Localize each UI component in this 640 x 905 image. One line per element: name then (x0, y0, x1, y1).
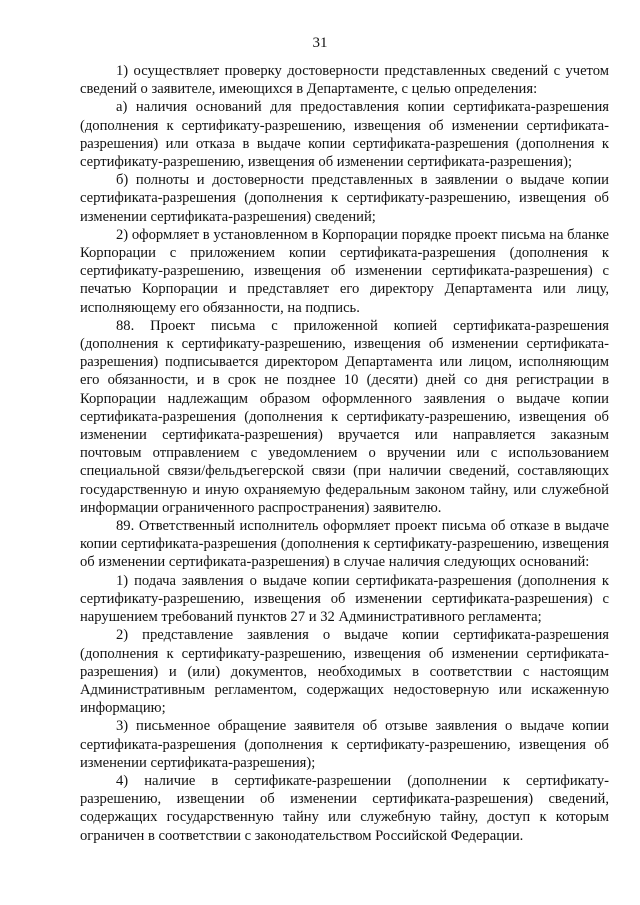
paragraph-section-88: 88. Проект письма с приложенной копией сертификата-разрешения (дополнения к сертификату-разрешению, извещения об изменении сертификата-разрешения) подписывается директором Департамента или лицом, исполняющим его обязанности, и в срок не позднее 10 (десяти) дней со дня регистрации в Корпорации надлежащим образом оформленного заявления о выдаче копии сертификата-разрешения (дополнения к сертификату-разрешению, извещения об изменении сертификата-разрешения) вручается или направляется заказным почтовым отправлением с уведомлением о вручении или с использованием специальной связи/фельдъегерской связи (при наличии сведений, составляющих государственную и иную охраняемую федеральным законом тайну, или служебной информации ограниченного распространения) заявителю. (80, 317, 609, 516)
paragraph-refusal-ground-4: 4) наличие в сертификате-разрешении (дополнении к сертификату-разрешению, извещении об изменении сертификата-разрешения) сведений, содержащих государственную тайну или служебную тайну, доступ к которым ограничен в соответствии с законодательством Российской Федерации. (80, 772, 609, 844)
paragraph-check-accuracy: 1) осуществляет проверку достоверности представленных сведений с учетом сведений о заявителе, имеющихся в Департаменте, с целью определения: (80, 63, 609, 98)
paragraph-completeness: б) полноты и достоверности представленных в заявлении о выдаче копии сертификата-разрешения (дополнения к сертификату-разрешению, извещения об изменении сертификата-разрешения) сведений; (80, 172, 609, 225)
paragraph-refusal-ground-3: 3) письменное обращение заявителя об отзыве заявления о выдаче копии сертификата-разрешения (дополнения к сертификату-разрешению, извещения об изменении сертификата-разрешения); (80, 718, 609, 771)
paragraph-grounds-for-copy: а) наличия оснований для предоставления копии сертификата-разрешения (дополнения к сертификату-разрешению, извещения об изменении сертификата-разрешения) или отказа в выдаче копии сертификата-разрешения (дополнения к сертификату-разрешению, извещения об изменении сертификата-разрешения); (80, 99, 609, 171)
paragraph-refusal-ground-1: 1) подача заявления о выдаче копии сертификата-разрешения (дополнения к сертификату-разрешению, извещения об изменении сертификата-разрешения) с нарушением требований пунктов 27 и 32 Административного регламента; (80, 572, 609, 626)
paragraph-refusal-ground-2: 2) представление заявления о выдаче копии сертификата-разрешения (дополнения к сертификату-разрешению, извещения об изменении сертификата-разрешения) и (или) документов, необходимых в соответствии с настоящим Административным регламентом, содержащих недостоверную или искаженную информацию; (80, 627, 609, 717)
paragraph-draft-letter: 2) оформляет в установленном в Корпорации порядке проект письма на бланке Корпорации с приложением копии сертификата-разрешения (дополнения к сертификату-разрешению, извещения об изменении сертификата-разрешения) с печатью Корпорации и представляет его директору Департамента или лицу, исполняющему его обязанности, на подпись. (80, 226, 609, 316)
document-body (80, 62, 609, 845)
paragraph-section-89: 89. Ответственный исполнитель оформляет проект письма об отказе в выдаче копии сертификата-разрешения (дополнения к сертификату-разрешению, извещения об изменении сертификата-разрешения) в случае наличия следующих оснований: (80, 518, 609, 571)
page-number: 31 (312, 35, 328, 51)
